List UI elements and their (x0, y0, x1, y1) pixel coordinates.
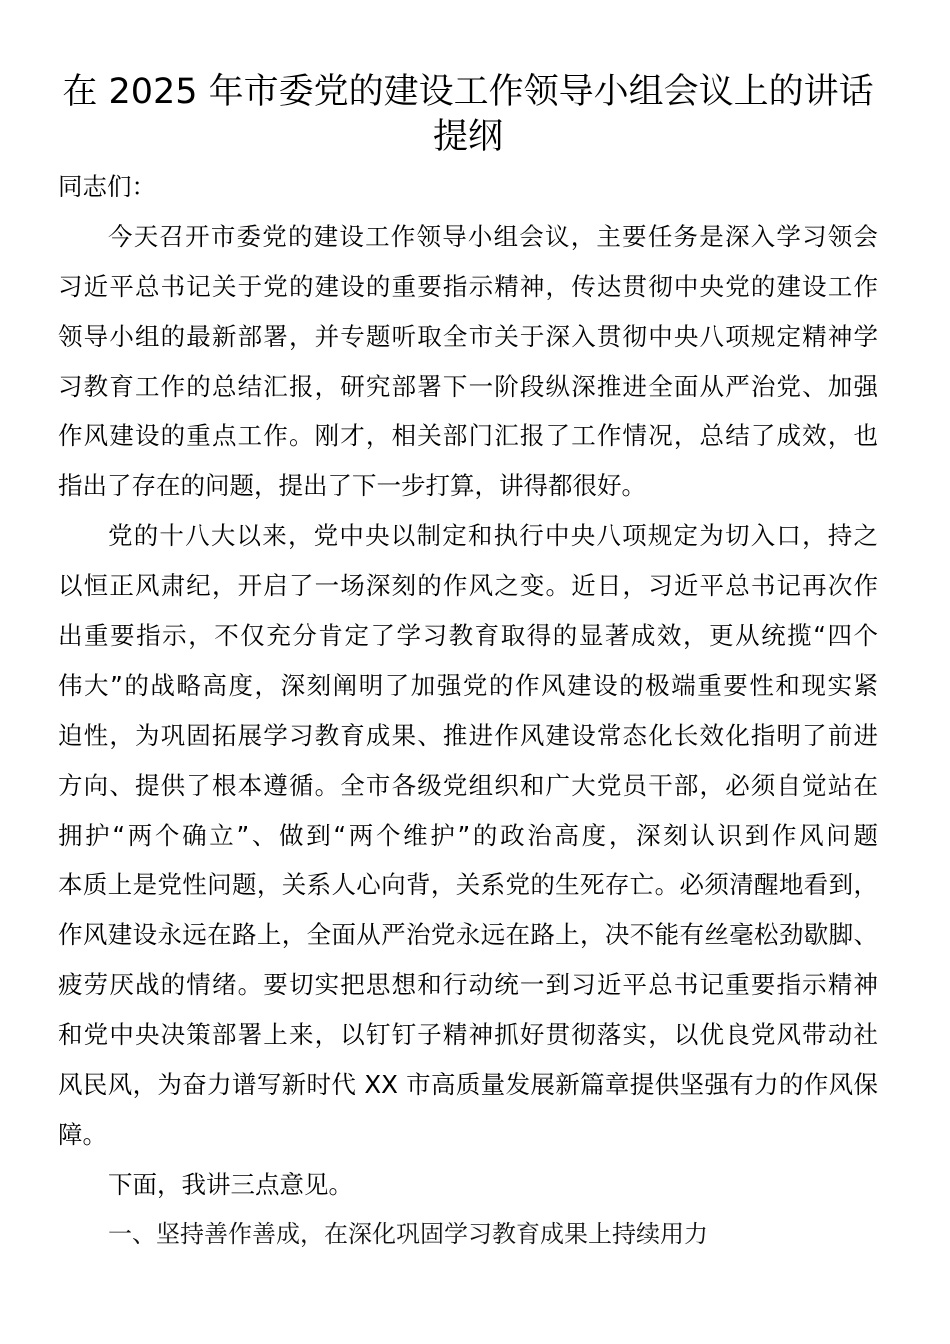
paragraph-line: 习教育工作的总结汇报，研究部署下一阶段纵深推进全面从严治党、加强 (58, 371, 878, 401)
title-line: 提纲 (432, 117, 503, 157)
paragraph-line: 指出了存在的问题，提出了下一步打算，讲得都很好。 (58, 471, 646, 501)
paragraph-line: 今天召开市委党的建设工作领导小组会议，主要任务是深入学习领会 (108, 221, 878, 251)
title-line: 在 2025 年市委党的建设工作领导小组会议上的讲话 (62, 72, 874, 112)
section-heading: 一、坚持善作善成，在深化巩固学习教育成果上持续用力 (108, 1219, 708, 1248)
paragraph-line: 疲劳厌战的情绪。要切实把思想和行动统一到习近平总书记重要指示精神 (58, 970, 878, 1000)
paragraph-line: 党的十八大以来，党中央以制定和执行中央八项规定为切入口，持之 (108, 521, 878, 551)
paragraph-line: 领导小组的最新部署，并专题听取全市关于深入贯彻中央八项规定精神学 (58, 321, 878, 351)
paragraph (58, 1160, 878, 1210)
paragraph-line: 以恒正风肃纪，开启了一场深刻的作风之变。近日，习近平总书记再次作 (58, 571, 878, 601)
salutation: 同志们： (58, 172, 156, 201)
paragraph-line: 迫性，为巩固拓展学习教育成果、推进作风建设常态化长效化指明了前进 (58, 720, 878, 750)
paragraph-line: 下面，我讲三点意见。 (108, 1169, 353, 1199)
document-body (58, 212, 878, 1210)
paragraph-line: 作风建设的重点工作。刚才，相关部门汇报了工作情况，总结了成效，也 (58, 421, 878, 451)
paragraph-line: 伟大”的战略高度，深刻阐明了加强党的作风建设的极端重要性和现实紧 (58, 670, 878, 700)
paragraph-line: 习近平总书记关于党的建设的重要指示精神，传达贯彻中央党的建设工作 (58, 271, 878, 301)
paragraph (58, 212, 878, 511)
paragraph-line: 作风建设永远在路上，全面从严治党永远在路上，决不能有丝毫松劲歇脚、 (58, 920, 878, 950)
paragraph-line: 方向、提供了根本遵循。全市各级党组织和广大党员干部，必须自觉站在 (58, 770, 878, 800)
paragraph-line: 拥护“两个确立”、做到“两个维护”的政治高度，深刻认识到作风问题 (58, 820, 878, 850)
paragraph-line: 障。 (58, 1119, 107, 1149)
paragraph (58, 511, 878, 1160)
paragraph-line: 本质上是党性问题，关系人心向背，关系党的生死存亡。必须清醒地看到， (58, 870, 878, 900)
document-page (58, 70, 878, 1260)
paragraph-line: 和党中央决策部署上来，以钉钉子精神抓好贯彻落实，以优良党风带动社 (58, 1020, 878, 1050)
paragraph-line: 风民风，为奋力谱写新时代 XX 市高质量发展新篇章提供坚强有力的作风保 (58, 1070, 878, 1100)
paragraph-line: 出重要指示，不仅充分肯定了学习教育取得的显著成效，更从统揽“四个 (58, 621, 878, 651)
document-title (58, 70, 878, 160)
